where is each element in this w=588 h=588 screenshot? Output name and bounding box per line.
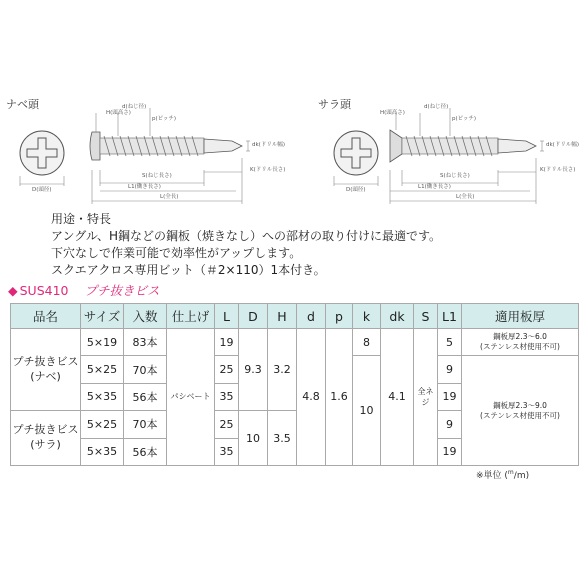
pan-label-k: K(ドリル長さ) (250, 167, 286, 173)
pan-label-l: L(全長) (160, 194, 179, 200)
pan-label-l1: L1(働き長さ) (128, 184, 161, 190)
unit-note-prefix: ※単位 ( (476, 471, 508, 481)
pan-head-title: ナベ頭 (6, 98, 39, 111)
pan-label-d-head: D(頭径) (32, 187, 52, 193)
flat-label-l1: L1(働き長さ) (418, 184, 451, 190)
unit-note-numerator: m (507, 469, 514, 476)
flat-label-d: d(ねじ径) (424, 104, 449, 110)
product-pan-type: (ナベ) (30, 369, 61, 383)
s-cell: 全ネジ (414, 329, 438, 466)
qty-cell: 70本 (124, 411, 167, 438)
size-cell: 5×25 (81, 356, 124, 383)
l-cell: 19 (215, 329, 239, 356)
header-k: k (353, 304, 381, 329)
product-heading (8, 281, 160, 299)
size-cell: 5×35 (81, 438, 124, 465)
size-cell: 5×19 (81, 329, 124, 356)
header-plate: 適用板厚 (462, 304, 579, 329)
product-code: SUS410 (19, 283, 69, 298)
header-size: サイズ (81, 304, 124, 329)
header-d: d (297, 304, 326, 329)
header-finish: 仕上げ (167, 304, 215, 329)
table-header-row (11, 304, 579, 329)
description-heading: 用途・特長 (51, 212, 112, 226)
flat-label-d-head: D(頭径) (346, 187, 366, 193)
l-cell: 25 (215, 356, 239, 383)
header-qty: 入数 (124, 304, 167, 329)
header-l1: L1 (438, 304, 462, 329)
finish-cell: パシベート (167, 329, 215, 466)
diamond-icon: ◆ (8, 283, 18, 298)
header-p: p (326, 304, 353, 329)
l-cell: 25 (215, 411, 239, 438)
size-cell: 5×25 (81, 411, 124, 438)
d-cell: 4.8 (297, 329, 326, 466)
pan-d-cell: 9.3 (239, 329, 268, 411)
pan-label-h: H(頭高さ) (106, 110, 131, 116)
header-d-head: D (239, 304, 268, 329)
plate-1-line1: 鋼板厚2.3～6.0 (493, 332, 547, 342)
description-line-3: スクエアクロス専用ビット（＃2×110）1本付き。 (51, 263, 326, 277)
qty-cell: 56本 (124, 383, 167, 410)
description-line-1: アングル、H鋼などの鋼板（焼きなし）への部材の取り付けに最適です。 (51, 229, 442, 243)
p-cell: 1.6 (326, 329, 353, 466)
l1-cell: 9 (438, 411, 462, 438)
flat-label-k: K(ドリル長さ) (540, 167, 576, 173)
l-cell: 35 (215, 383, 239, 410)
size-cell: 5×35 (81, 383, 124, 410)
product-flat-cell (11, 411, 81, 466)
flat-head-diagram (300, 78, 588, 218)
dk-cell: 4.1 (381, 329, 414, 466)
pan-head-diagram (0, 78, 300, 218)
product-flat-name: プチ抜きビス (12, 423, 79, 437)
l1-cell: 5 (438, 329, 462, 356)
product-pan-cell (11, 329, 81, 411)
l1-cell: 19 (438, 383, 462, 410)
product-flat-type: (サラ) (30, 438, 61, 452)
flat-label-l: L(全長) (456, 194, 475, 200)
plate-2-line2: (ステンレス材使用不可) (480, 410, 560, 420)
qty-cell: 56本 (124, 438, 167, 465)
product-name: プチ抜きビス (84, 283, 160, 298)
flat-head-drawing (300, 78, 588, 218)
pan-label-p: p(ピッチ) (152, 116, 177, 122)
flat-label-dk: dk(ドリル幅) (546, 142, 579, 148)
description-line-2: 下穴なしで作業可能で効率性がアップします。 (51, 246, 302, 260)
plate-2-line1: 鋼板厚2.3～9.0 (493, 400, 547, 410)
qty-cell: 70本 (124, 356, 167, 383)
flat-d-cell: 10 (239, 411, 268, 466)
pan-label-dk: dk(ドリル幅) (252, 142, 285, 148)
k-pan-top-cell: 8 (353, 329, 381, 356)
product-pan-name: プチ抜きビス (12, 354, 79, 368)
plate-1-line2: (ステンレス材使用不可) (480, 342, 560, 352)
flat-label-p: p(ピッチ) (452, 116, 477, 122)
header-product: 品名 (11, 304, 81, 329)
flat-head-title: サラ頭 (318, 98, 351, 111)
pan-label-s: S(ねじ長さ) (142, 173, 172, 179)
header-s: S (414, 304, 438, 329)
k-rest-cell: 10 (353, 356, 381, 466)
flat-h-cell: 3.5 (268, 411, 297, 466)
flat-label-s: S(ねじ長さ) (440, 173, 470, 179)
pan-label-d: d(ねじ径) (122, 104, 147, 110)
unit-note-suffix: /m) (513, 471, 530, 481)
l1-cell: 19 (438, 438, 462, 465)
flat-label-h: H(頭高さ) (380, 110, 405, 116)
pan-h-cell: 3.2 (268, 329, 297, 411)
l1-cell: 9 (438, 356, 462, 383)
qty-cell: 83本 (124, 329, 167, 356)
spec-table (10, 303, 579, 466)
table-row (11, 329, 579, 356)
header-dk: dk (381, 304, 414, 329)
header-l: L (215, 304, 239, 329)
plate-cell-1 (462, 329, 579, 356)
header-h: H (268, 304, 297, 329)
unit-note (476, 468, 529, 481)
l-cell: 35 (215, 438, 239, 465)
plate-cell-2 (462, 356, 579, 466)
